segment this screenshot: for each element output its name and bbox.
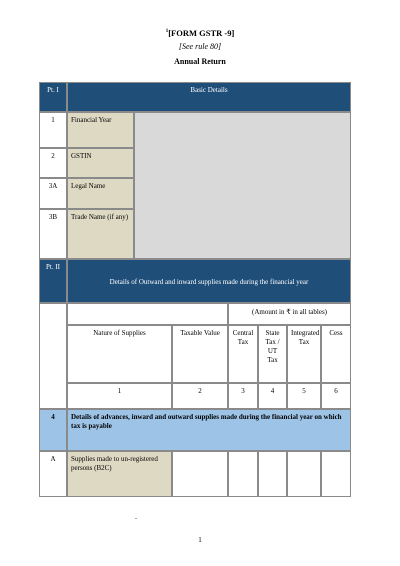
- document-subtitle: Annual Return: [174, 57, 226, 66]
- column-header-integrated-tax: Integrated Tax: [287, 325, 321, 383]
- part2-heading: Details of Outward and inward supplies made during the financial year: [67, 259, 351, 303]
- row-number: 3A: [39, 178, 67, 209]
- part1-label: Pt. I: [39, 82, 67, 112]
- trade-name-label: Trade Name (if any): [67, 209, 134, 259]
- column-number: 5: [287, 383, 321, 409]
- part2-label: Pt. II: [39, 259, 67, 303]
- section4-heading: Details of advances, inward and outward supplies made during the financial year on which tax is payable: [67, 409, 351, 451]
- column-header-cess: Cess: [321, 325, 351, 383]
- page-number: 1: [198, 536, 202, 544]
- state-tax-input[interactable]: [258, 451, 287, 497]
- column-number: 6: [321, 383, 351, 409]
- row-number: 2: [39, 148, 67, 178]
- section4-number: 4: [39, 409, 67, 451]
- taxable-value-input[interactable]: [172, 451, 228, 497]
- column-header-nature: Nature of Supplies: [67, 325, 172, 383]
- central-tax-input[interactable]: [228, 451, 258, 497]
- row-number-blank: [39, 303, 67, 409]
- row-letter: A: [39, 451, 67, 497]
- column-number: 3: [228, 383, 258, 409]
- basic-details-entry-area[interactable]: [134, 112, 351, 259]
- column-number: 1: [67, 383, 172, 409]
- financial-year-label: Financial Year: [67, 112, 134, 148]
- part1-heading: Basic Details: [67, 82, 351, 112]
- column-number: 2: [172, 383, 228, 409]
- column-number: 4: [258, 383, 287, 409]
- form-title: [0, 28, 400, 38]
- b2c-supplies-label: Supplies made to un-registered persons (B2C): [67, 451, 172, 497]
- footnote-marker: 1: [165, 29, 169, 35]
- column-header-taxable-value: Taxable Value: [172, 325, 228, 383]
- footnote-separator: -: [135, 516, 137, 522]
- integrated-tax-input[interactable]: [287, 451, 321, 497]
- row-number: 1: [39, 112, 67, 148]
- form-title-text: [FORM GSTR -9]: [168, 28, 235, 38]
- row-number: 3B: [39, 209, 67, 259]
- cess-input[interactable]: [321, 451, 351, 497]
- rule-reference: [See rule 80]: [178, 42, 222, 51]
- legal-name-label: Legal Name: [67, 178, 134, 209]
- blank-cell: [67, 303, 228, 325]
- column-header-central-tax: Central Tax: [228, 325, 258, 383]
- gstin-label: GSTIN: [67, 148, 134, 178]
- column-header-state-tax: State Tax / UT Tax: [258, 325, 287, 383]
- amount-note: (Amount in ₹ in all tables): [228, 303, 351, 325]
